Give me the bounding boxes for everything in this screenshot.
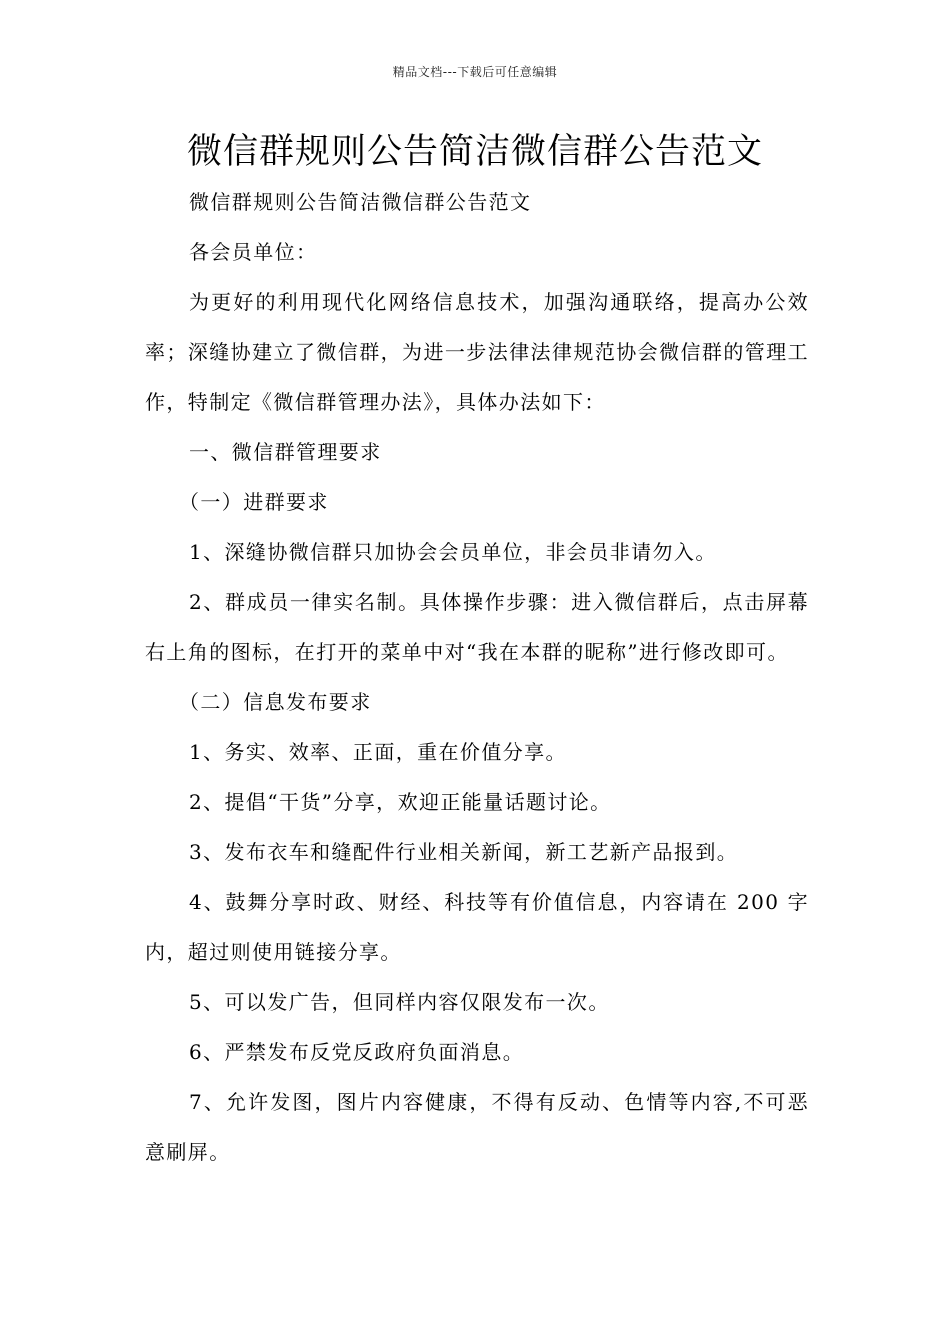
rule-item: 2、提倡“干货”分享，欢迎正能量话题讨论。: [189, 790, 612, 814]
header-note: 精品文档---下载后可任意编辑: [392, 65, 558, 79]
rule-item: 6、严禁发布反党反政府负面消息。: [189, 1040, 525, 1064]
subsection-heading: （二）信息发布要求: [179, 690, 372, 714]
rule-item: 7、允许发图，图片内容健康，不得有反动、色情等内容,不可恶意刷屏。: [145, 1090, 809, 1164]
intro-paragraph: 为更好的利用现代化网络信息技术，加强沟通联络，提高办公效率；深缝协建立了微信群，为进一步法律法律规范协会微信群的管理工作，特制定《微信群管理办法》，具体办法如下：: [145, 290, 809, 414]
rule-item: 2、群成员一律实名制。具体操作步骤：进入微信群后，点击屏幕右上角的图标，在打开的菜单中对“我在本群的昵称”进行修改即可。: [145, 590, 809, 664]
salutation-paragraph: 各会员单位：: [189, 240, 318, 264]
rule-item: 3、发布衣车和缝配件行业相关新闻，新工艺新产品报到。: [189, 840, 739, 864]
rule-item: 4、鼓舞分享时政、财经、科技等有价值信息，内容请在 200 字内，超过则使用链接分享。: [145, 890, 809, 964]
section-heading: 一、微信群管理要求: [189, 440, 382, 464]
document-body: [145, 177, 809, 1177]
subtitle-paragraph: 微信群规则公告简洁微信群公告范文: [189, 190, 532, 214]
rule-item: 1、深缝协微信群只加协会会员单位，非会员非请勿入。: [189, 540, 717, 564]
rule-item: 1、务实、效率、正面，重在价值分享。: [189, 740, 567, 764]
subsection-heading: （一）进群要求: [179, 490, 329, 514]
document-title: 微信群规则公告简洁微信群公告范文: [186, 132, 763, 172]
rule-item: 5、可以发广告，但同样内容仅限发布一次。: [189, 990, 610, 1014]
